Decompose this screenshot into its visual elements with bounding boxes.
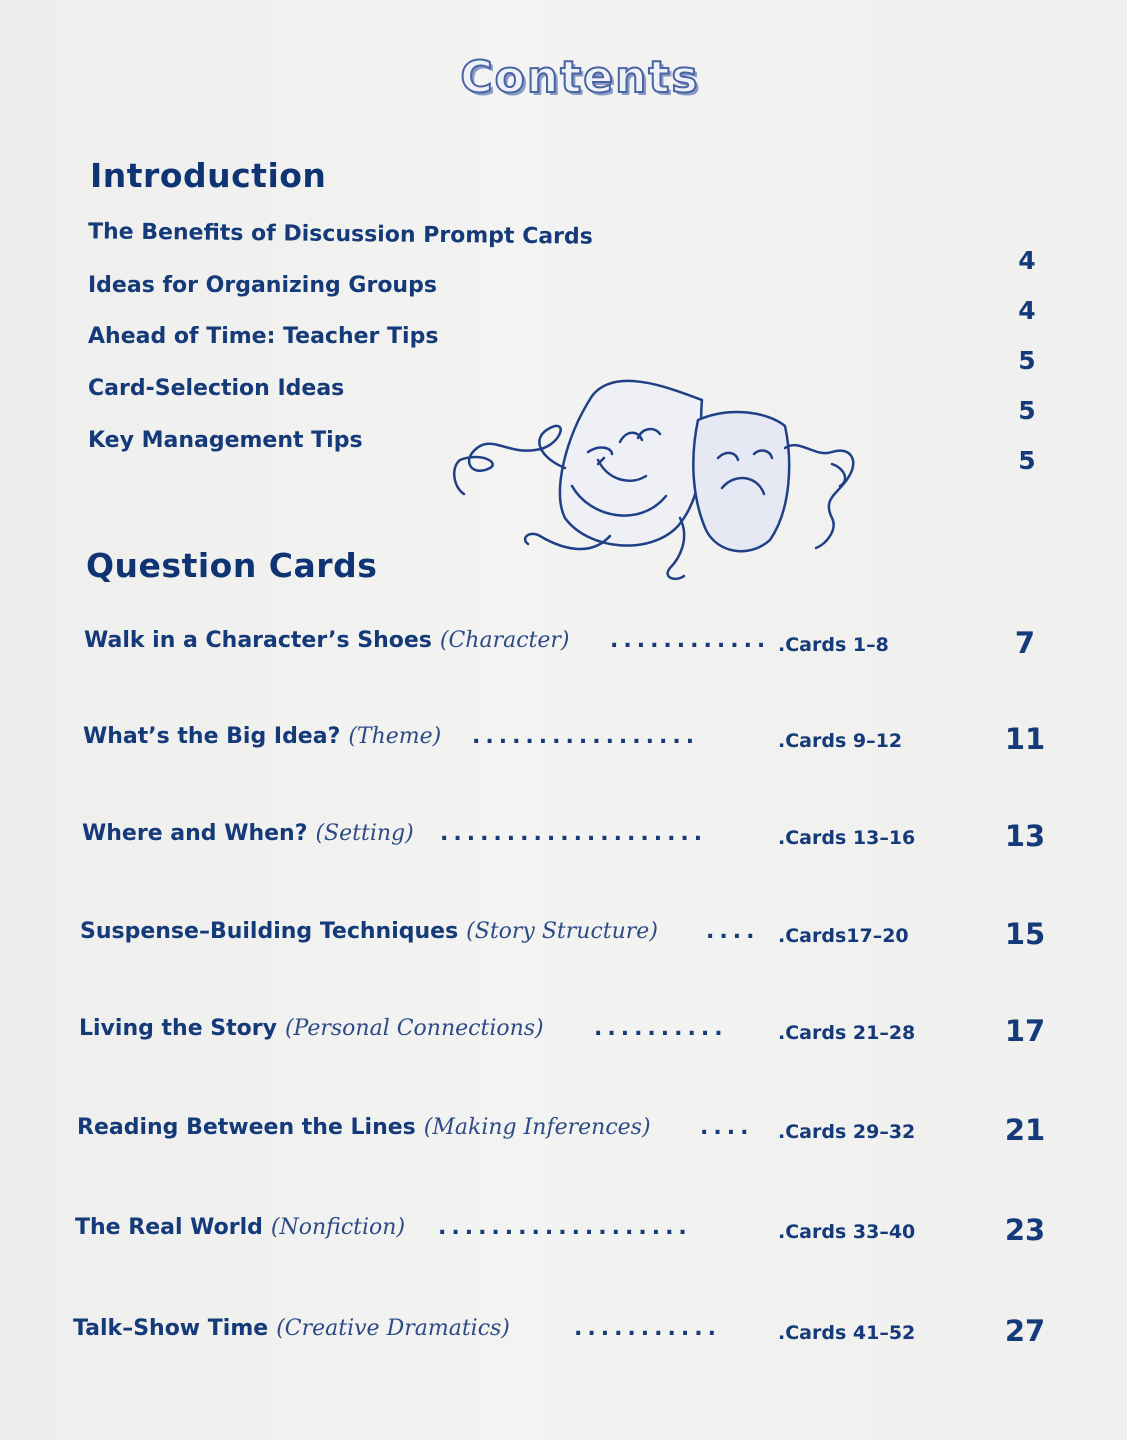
question-card-page-number: 23: [1004, 1213, 1046, 1247]
dot-leader: ...........: [574, 1316, 721, 1341]
intro-item-label: Key Management Tips: [88, 428, 363, 453]
question-card-page-number: 17: [1004, 1014, 1046, 1048]
intro-page-number: 4: [1018, 296, 1036, 325]
intro-page-number: 5: [1018, 396, 1036, 425]
question-card-title-group: [73, 1316, 510, 1341]
question-card-page-number: 27: [1004, 1314, 1046, 1348]
card-range: .Cards 21–28: [778, 1022, 916, 1044]
question-card-title: Suspense–Building Techniques: [80, 919, 459, 944]
dot-leader: ...................: [438, 1215, 692, 1240]
intro-item-label: The Benefits of Discussion Prompt Cards: [87, 219, 593, 250]
question-card-title-group: [79, 1016, 544, 1041]
question-card-row: [0, 1016, 1127, 1056]
dot-leader: ..........: [594, 1016, 728, 1041]
question-card-category: (Theme): [348, 724, 442, 749]
question-card-title-group: [83, 724, 441, 749]
question-card-page-number: 15: [1004, 917, 1046, 951]
question-card-page-number: 11: [1004, 722, 1046, 756]
card-range: .Cards 9–12: [778, 730, 903, 752]
dot-leader: ....: [700, 1115, 754, 1140]
question-card-title: Walk in a Character’s Shoes: [84, 628, 432, 653]
question-card-row: [0, 628, 1127, 668]
question-card-title: Reading Between the Lines: [77, 1115, 416, 1140]
question-card-category: (Setting): [315, 821, 414, 846]
card-range: .Cards17–20: [778, 925, 909, 947]
question-card-page-number: 13: [1004, 819, 1046, 853]
question-card-title-group: [84, 628, 570, 653]
intro-item-label: Ahead of Time: Teacher Tips: [88, 324, 439, 349]
question-card-row: [0, 919, 1127, 959]
question-card-category: (Character): [439, 628, 570, 653]
question-card-title: Talk–Show Time: [73, 1316, 269, 1341]
question-card-title-group: [82, 821, 414, 846]
question-card-title: The Real World: [75, 1215, 263, 1240]
question-card-title: Living the Story: [79, 1016, 277, 1041]
card-range: .Cards 1–8: [778, 634, 889, 656]
question-card-category: (Creative Dramatics): [276, 1316, 510, 1341]
question-card-title-group: [77, 1115, 651, 1140]
intro-page-number: 5: [1018, 446, 1036, 475]
question-card-category: (Making Inferences): [423, 1115, 651, 1140]
intro-page-number: 4: [1018, 246, 1036, 275]
question-card-category: (Story Structure): [466, 919, 658, 944]
question-card-category: (Nonfiction): [270, 1215, 406, 1240]
card-range: .Cards 33–40: [778, 1221, 916, 1243]
question-card-page-number: 7: [1014, 626, 1036, 660]
question-card-title-group: [75, 1215, 405, 1240]
question-card-category: (Personal Connections): [284, 1016, 544, 1041]
question-card-page-number: 21: [1004, 1113, 1046, 1147]
question-card-row: [0, 1316, 1127, 1356]
question-card-row: [0, 1115, 1127, 1155]
card-range: .Cards 41–52: [778, 1322, 916, 1344]
card-range: .Cards 13–16: [778, 827, 916, 849]
question-card-title-group: [80, 919, 658, 944]
intro-item-label: Ideas for Organizing Groups: [88, 273, 437, 298]
question-cards-heading: Question Cards: [86, 546, 378, 585]
introduction-heading: Introduction: [90, 156, 327, 195]
question-card-title: What’s the Big Idea?: [83, 724, 341, 749]
question-card-row: [0, 821, 1127, 861]
dot-leader: ....................: [440, 821, 708, 846]
page-title: Contents: [460, 52, 700, 103]
question-card-row: [0, 1215, 1127, 1255]
theater-masks-icon: [440, 368, 870, 588]
card-range: .Cards 29–32: [778, 1121, 916, 1143]
intro-item-label: Card-Selection Ideas: [88, 376, 345, 401]
dot-leader: ....: [706, 919, 760, 944]
dot-leader: ............: [610, 628, 771, 653]
question-card-row: [0, 724, 1127, 764]
intro-page-number: 5: [1018, 346, 1036, 375]
dot-leader: .................: [472, 724, 700, 749]
question-card-title: Where and When?: [82, 821, 308, 846]
